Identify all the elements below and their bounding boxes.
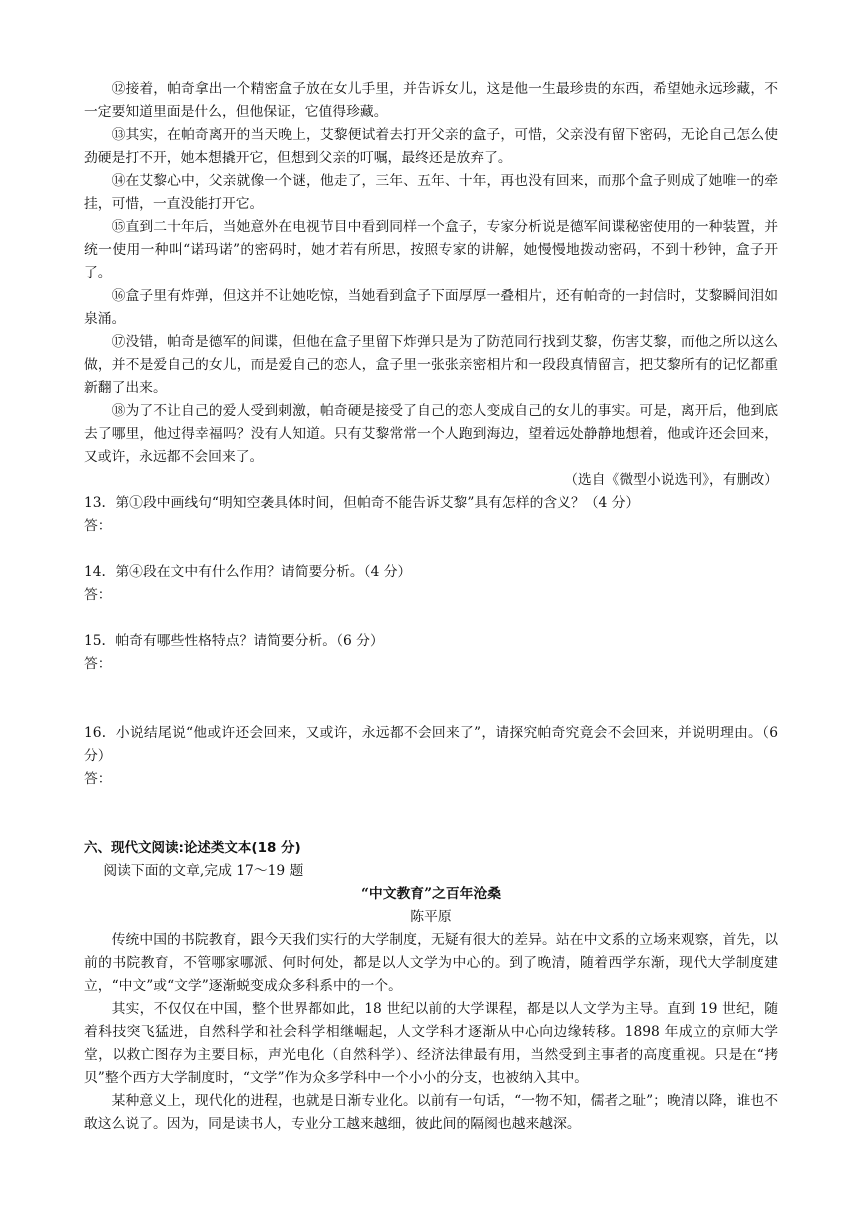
question-16: 16．小说结尾说“他或许还会回来，又或许，永远都不会回来了”，请探究帕奇究竟会不会回来，并说明理由。（6 分） xyxy=(84,725,778,764)
source-note: （选自《微型小说选刊》，有删改） xyxy=(564,472,778,488)
question-15: 15．帕奇有哪些性格特点？请简要分析。（6 分） xyxy=(84,633,384,649)
question-13: 13．第①段中画线句“明知空袭具体时间，但帕奇不能告诉艾黎”具有怎样的含义？（4 分） xyxy=(84,495,640,511)
section-heading: 六、现代文阅读:论述类文本(18 分) xyxy=(84,840,301,856)
story-paragraph-15: ⑮直到二十年后，当她意外在电视节目中看到同样一个盒子，专家分析说是德军间谍秘密使用的一种装置，并统一使用一种叫“诺玛诺”的密码时，她才若有所思，按照专家的讲解，她慢慢地拨动密码，不到十秒钟，盒子开了。 xyxy=(84,219,778,281)
answer-label-16: 答： xyxy=(84,771,112,787)
story-paragraph-16: ⑯盒子里有炸弹，但这并不让她吃惊，当她看到盒子下面厚厚一叠相片，还有帕奇的一封信时，艾黎瞬间泪如泉涌。 xyxy=(84,288,778,327)
story-paragraph-18: ⑱为了不让自己的爱人受到刺激，帕奇硬是接受了自己的恋人变成自己的女儿的事实。可是，离开后，他到底去了哪里，他过得幸福吗？没有人知道。只有艾黎常常一个人跑到海边，望着远处静静地想着，他或许还会回来，又或许，永远都不会回来了。 xyxy=(84,403,778,465)
document-page xyxy=(84,78,778,1136)
answer-label-15: 答： xyxy=(84,656,112,672)
article-author: 陈平原 xyxy=(410,909,452,925)
story-paragraph-17: ⑰没错，帕奇是德军的间谍，但他在盒子里留下炸弹只是为了防范同行找到艾黎，伤害艾黎，而他之所以这么做，并不是爱自己的女儿，而是爱自己的恋人，盒子里一张张亲密相片和一段段真情留言，把艾黎所有的记忆都重新翻了出来。 xyxy=(84,334,778,396)
story-paragraph-12: ⑫接着，帕奇拿出一个精密盒子放在女儿手里，并告诉女儿，这是他一生最珍贵的东西，希望她永远珍藏，不一定要知道里面是什么，但他保证，它值得珍藏。 xyxy=(84,81,778,120)
answer-space-14[interactable] xyxy=(84,607,778,630)
section-instruction: 阅读下面的文章,完成 17～19 题 xyxy=(103,863,304,879)
story-paragraph-13: ⑬其实，在帕奇离开的当天晚上，艾黎便试着去打开父亲的盒子，可惜，父亲没有留下密码，无论自己怎么使劲硬是打不开，她本想撬开它，但想到父亲的叮嘱，最终还是放弃了。 xyxy=(84,127,778,166)
answer-label-13: 答： xyxy=(84,518,112,534)
article-paragraph-1: 传统中国的书院教育，跟今天我们实行的大学制度，无疑有很大的差异。站在中文系的立场来观察，首先，以前的书院教育，不管哪家哪派、何时何处，都是以人文学为中心的。到了晚清，随着西学东渐，现代大学制度建立，“中文”或“文学”逐渐蜕变成众多科系中的一个。 xyxy=(84,932,778,994)
answer-label-14: 答： xyxy=(84,587,112,603)
story-paragraph-14: ⑭在艾黎心中，父亲就像一个谜，他走了，三年、五年、十年，再也没有回来，而那个盒子则成了她唯一的牵挂，可惜，一直没能打开它。 xyxy=(84,173,778,212)
answer-space-15[interactable] xyxy=(84,676,778,722)
article-title: “中文教育”之百年沧桑 xyxy=(360,886,502,902)
article-paragraph-3: 某种意义上，现代化的进程，也就是日渐专业化。以前有一句话，“一物不知，儒者之耻”；晚清以降，谁也不敢这么说了。因为，同是读书人，专业分工越来越细，彼此间的隔阂也越来越深。 xyxy=(84,1093,778,1132)
answer-space-16[interactable] xyxy=(84,791,778,837)
question-14: 14．第④段在文中有什么作用？请简要分析。（4 分） xyxy=(84,564,412,580)
answer-space-13[interactable] xyxy=(84,538,778,561)
article-paragraph-2: 其实，不仅仅在中国，整个世界都如此，18 世纪以前的大学课程，都是以人文学为主导。直到 19 世纪，随着科技突飞猛进，自然科学和社会科学相继崛起，人文学科才逐渐从中心向边缘转移。1898 年成立的京师大学堂，以救亡图存为主要目标，声光电化（自然科学）、经济法律最有用，当然受到主事者的高度重视。只是在“拷贝”整个西方大学制度时，“文学”作为众多学科中一个小小的分支，也被纳入其中。 xyxy=(84,1001,778,1086)
